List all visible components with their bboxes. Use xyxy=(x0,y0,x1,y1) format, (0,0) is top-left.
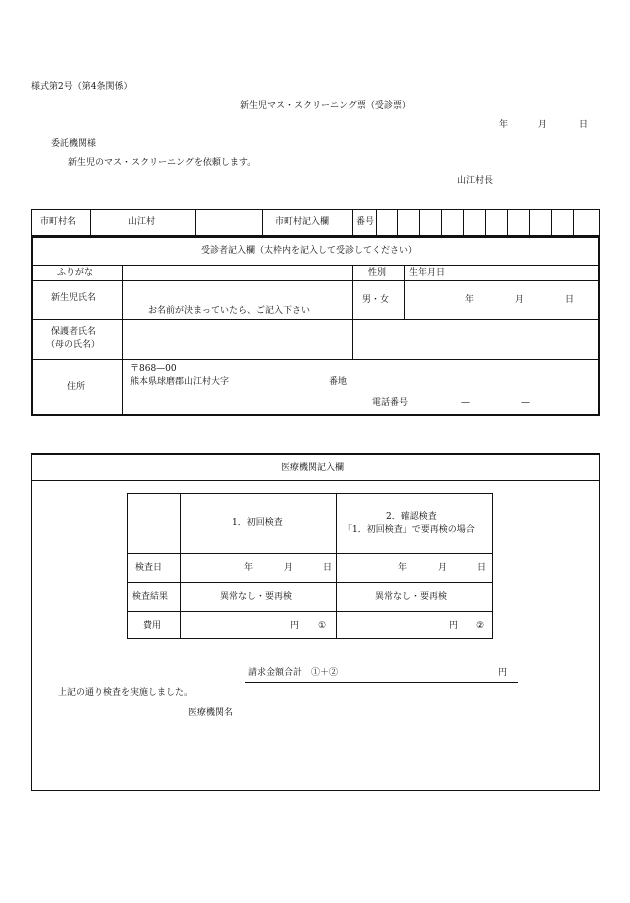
address-line[interactable]: 熊本県球磨郡山江村大字 xyxy=(130,377,230,387)
issuer: 山江村長 xyxy=(457,176,494,186)
col1-result[interactable]: 異常なし・要再検 xyxy=(220,592,293,602)
fee-label: 費用 xyxy=(143,621,162,631)
dob-month: 月 xyxy=(515,295,525,305)
dob-label: 生年月日 xyxy=(409,268,446,278)
col1-fee-yen: 円 xyxy=(290,621,300,631)
col2-date-day: 日 xyxy=(477,563,487,573)
banchi-label: 番地 xyxy=(329,377,348,387)
header-date-day: 日 xyxy=(579,120,589,130)
number-digit-cells[interactable] xyxy=(377,210,599,235)
col2-header-line2: 「1．初回検査」で要再検の場合 xyxy=(343,525,475,535)
header-date-month: 月 xyxy=(538,120,548,130)
phone-dash-2: — xyxy=(521,398,530,408)
newborn-name-label: 新生児氏名 xyxy=(51,293,97,303)
furigana-label: ふりがな xyxy=(57,268,94,278)
phone-dash-1: — xyxy=(461,398,470,408)
col1-date-year: 年 xyxy=(244,563,254,573)
medical-section-title: 医療機関記入欄 xyxy=(281,463,345,473)
form-number: 様式第2号（第4条関係） xyxy=(31,82,133,92)
col2-fee-yen: 円 xyxy=(449,621,459,631)
name-hint: お名前が決まっていたら、ご記入下さい xyxy=(148,306,311,316)
dob-day: 日 xyxy=(565,295,575,305)
exam-result-label: 検査結果 xyxy=(132,592,169,602)
col2-fee-mark: ② xyxy=(476,621,485,631)
col2-header-line1: 2．確認検査 xyxy=(386,512,437,522)
col1-fee-mark: ① xyxy=(318,621,327,631)
col2-result[interactable]: 異常なし・要再検 xyxy=(375,592,448,602)
patient-section-title: 受診者記入欄（太枠内を記入して受診してください） xyxy=(201,246,418,256)
col2-date-year: 年 xyxy=(398,563,408,573)
form-title: 新生児マス・スクリーニング票（受診票） xyxy=(240,101,411,111)
municipality-value[interactable]: 山江村 xyxy=(128,217,156,227)
performed-text: 上記の通り検査を実施しました。 xyxy=(58,688,194,698)
total-yen: 円 xyxy=(498,668,508,678)
institution-label: 医療機関名 xyxy=(188,708,234,718)
postal-code[interactable]: 〒868—00 xyxy=(130,364,177,374)
total-underline xyxy=(245,682,518,683)
col1-date-month: 月 xyxy=(284,563,294,573)
exam-date-label: 検査日 xyxy=(135,563,163,573)
dob-year: 年 xyxy=(465,295,475,305)
total-label: 請求金額合計 ①＋② xyxy=(248,668,339,678)
municipality-label: 市町村名 xyxy=(40,217,77,227)
phone-label: 電話番号 xyxy=(372,398,409,408)
address-label: 住所 xyxy=(67,382,86,392)
header-date-year: 年 xyxy=(499,120,509,130)
addressee: 委託機関様 xyxy=(51,139,97,149)
number-label: 番号 xyxy=(356,217,375,227)
sex-label: 性別 xyxy=(368,268,387,278)
municipality-entry-label: 市町村記入欄 xyxy=(275,217,330,227)
guardian-sub-label: （母の氏名） xyxy=(46,340,101,350)
guardian-name-input[interactable] xyxy=(123,320,351,359)
furigana-input[interactable] xyxy=(123,266,351,280)
sex-options[interactable]: 男・女 xyxy=(362,295,390,305)
col1-date-day: 日 xyxy=(323,563,333,573)
col1-header: 1．初回検査 xyxy=(232,518,283,528)
col2-date-month: 月 xyxy=(438,563,448,573)
request-text: 新生児のマス・スクリーニングを依頼します。 xyxy=(68,158,257,168)
guardian-label: 保護者氏名 xyxy=(51,327,97,337)
